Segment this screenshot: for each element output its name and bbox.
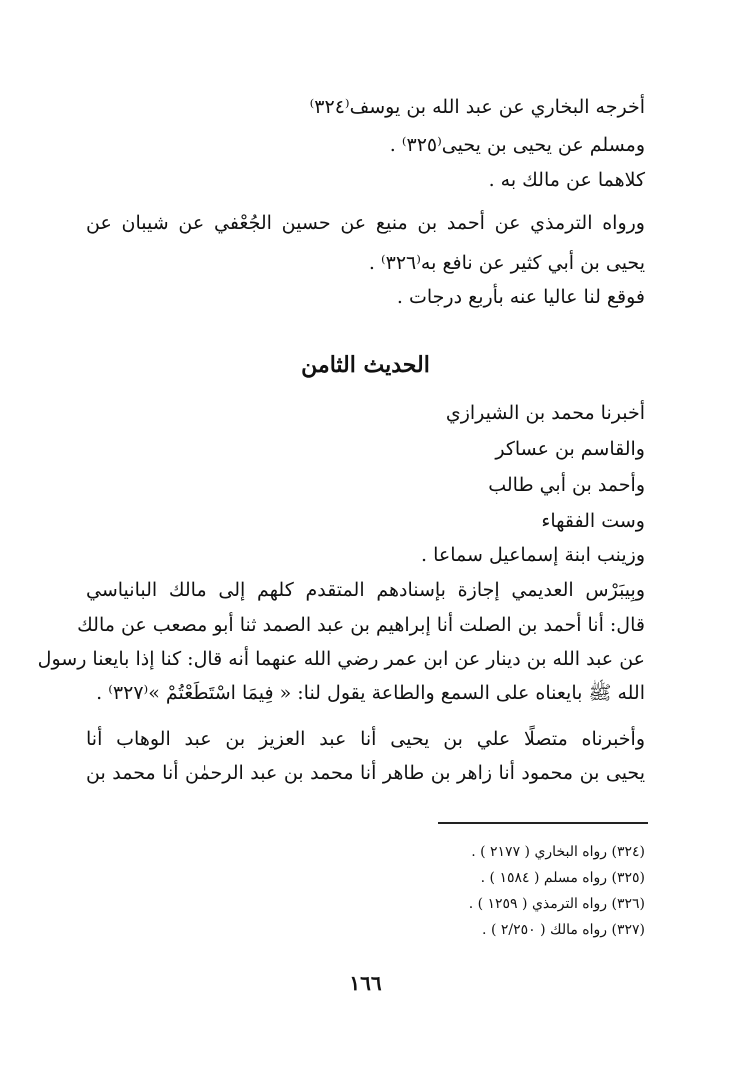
- text-line: وبِيبَرْس العديمي إجازة بإسنادهم المتقدم كلهم إلى مالك البانياسي: [86, 579, 645, 601]
- text-line: عن عبد الله بن دينار عن ابن عمر رضي الله عنهما أنه قال: كنا إذا بايعنا رسول: [37, 648, 645, 670]
- text-line: الله ﷺ بايعناه على السمع والطاعة يقول لنا: « فِيمَا اسْتَطَعْتُمْ »⁽٣٢٧⁾ .: [96, 682, 645, 704]
- text-line: ومسلم عن يحيى بن يحيى⁽٣٢٥⁾ .: [389, 134, 645, 156]
- text-line: يحيى بن محمود أنا زاهر بن طاهر أنا محمد بن عبد الرحمٰن أنا محمد بن: [86, 762, 645, 784]
- text-line: ورواه الترمذي عن أحمد بن منيع عن حسين الجُعْفي عن شيبان عن: [86, 212, 645, 234]
- narrator-line: أخبرنا محمد بن الشيرازي: [445, 402, 645, 424]
- text-line: يحيى بن أبي كثير عن نافع به⁽٣٢٦⁾ .: [368, 252, 645, 274]
- text-line: وأخبرناه متصلًا علي بن يحيى أنا عبد العزيز بن عبد الوهاب أنا: [86, 728, 645, 750]
- text-line: كلاهما عن مالك به .: [488, 169, 645, 191]
- text-line: قال: أنا أحمد بن الصلت أنا إبراهيم بن عبد الصمد ثنا أبو مصعب عن مالك: [77, 614, 645, 636]
- footnote: (٣٢٧) رواه مالك ( ٢/٢٥٠ ) .: [482, 922, 645, 938]
- narrator-line: وأحمد بن أبي طالب: [488, 474, 645, 496]
- text-line: أخرجه البخاري عن عبد الله بن يوسف⁽٣٢٤⁾: [309, 96, 645, 118]
- section-heading: الحديث الثامن: [301, 352, 430, 378]
- footnote: (٣٢٦) رواه الترمذي ( ١٢٥٩ ) .: [468, 896, 645, 912]
- page-number: ١٦٦: [349, 971, 382, 995]
- narrator-line: وست الفقهاء: [541, 510, 645, 532]
- footnote: (٣٢٤) رواه البخاري ( ٢١٧٧ ) .: [471, 844, 645, 860]
- narrator-line: وزينب ابنة إسماعيل سماعا .: [421, 544, 645, 566]
- narrator-line: والقاسم بن عساكر: [495, 438, 645, 460]
- footnote: (٣٢٥) رواه مسلم ( ١٥٨٤ ) .: [480, 870, 645, 886]
- text-line: فوقع لنا عاليا عنه بأربع درجات .: [396, 286, 645, 308]
- footnote-divider: [438, 822, 648, 824]
